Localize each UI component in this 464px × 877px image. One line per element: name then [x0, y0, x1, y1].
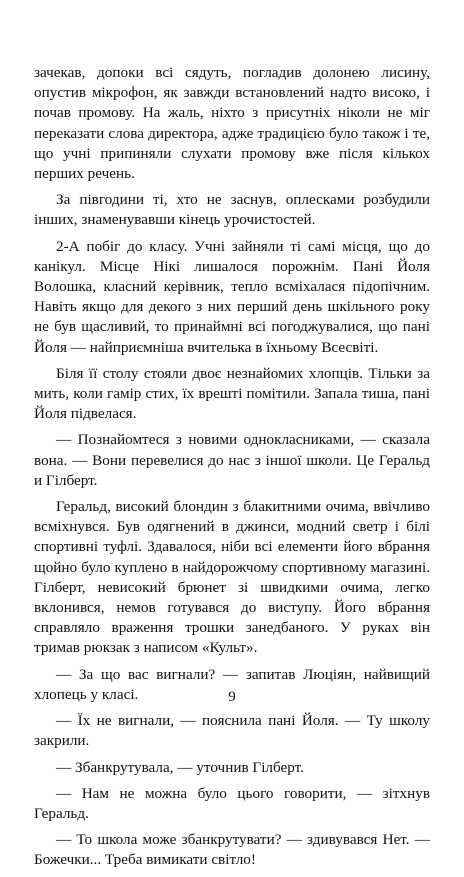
paragraph-5: — Познайомтеся з новими однокласниками, — сказала вона. — Вони перевелися до нас з іншої школи. Це Геральд и Гілберт. [34, 431, 430, 489]
paragraph-4: Біля її столу стояли двоє незнайомих хлопців. Тільки за мить, коли гамір стих, їх врешті помітили. Запала тиша, пані Йоля підвелася. [34, 364, 430, 423]
body-text [34, 63, 430, 877]
paragraph-3: 2-А побіг до класу. Учні зайняли ті самі місця, що до канікул. Місце Нікі лишалося порожнім. Пані Йоля Волошка, класний керівник, тепло всміхалася підопічним. Навіть якщо для декого з них перший день шкільного року не був щасливий, то принаймні всі погоджувалися, що пані Йоля — найприємніша вчителька в їхньому Всесвіті. [34, 237, 430, 356]
paragraph-10: — Нам не можна було цього говорити, — зітхнув Геральд. [34, 784, 430, 822]
paragraph-8: — Їх не вигнали, — пояснила пані Йоля. — Ту школу закрили. [34, 712, 430, 750]
paragraph-1: зачекав, допоки всі сядуть, погладив долонею лисину, опустив мікрофон, як завжди встановлений надто високо, і почав промову. На жаль, ніхто з присутніх ніколи не міг переказати слова директора, адже традицією було також і те, що учні припиняли слухати промову вже після кількох перших речень. [34, 64, 430, 183]
paragraph-2: За півгодини ті, хто не заснув, оплесками розбудили інших, знаменувавши кінець урочистостей. [34, 191, 430, 229]
page-number: 9 [228, 689, 236, 705]
paragraph-9: — Збанкрутувала, — уточнив Гілберт. [56, 758, 304, 776]
paragraph-6: Геральд, високий блондин з блакитними очима, ввічливо всміхнувся. Був одягнений в джинси, модний светр і білі спортивні туфлі. Здавалося, ніби всі елементи його вбрання щойно було куплено в найдорожчому спортивному магазині. Гілберт, невисокий брюнет зі швидкими очима, легко вклонився, немов готувався до виступу. Його вбрання справляло враження трошки занедбаного. У руках він тримав рюкзак з написом «Культ». [34, 498, 430, 657]
paragraph-11: — То школа може збанкрутувати? — здивувався Нет. — Божечки... Треба вимикати світло! [34, 831, 430, 869]
paragraph-7: — За що вас вигнали? — запитав Люціян, найвищий хлопець у класі. [34, 665, 430, 703]
